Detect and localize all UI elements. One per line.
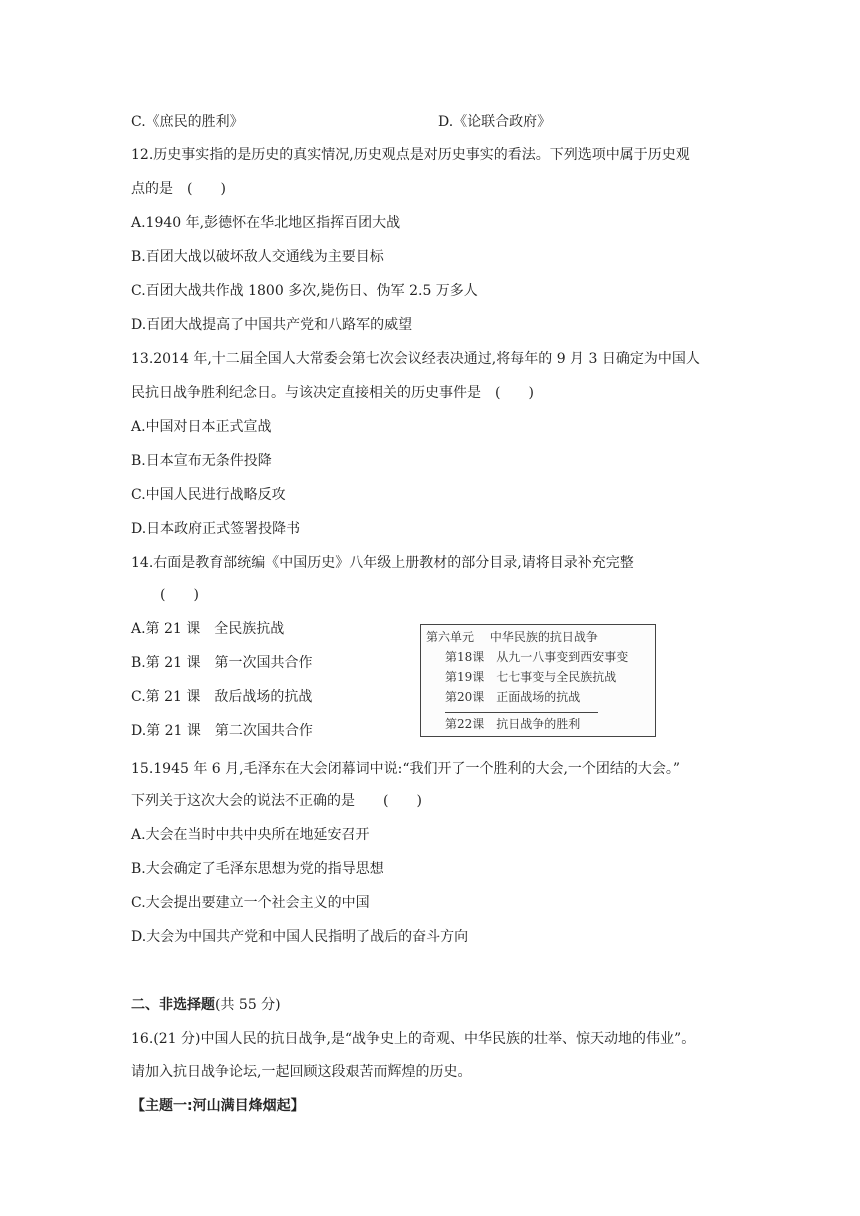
q12-stem-line2: 点的是 ( ): [131, 181, 226, 197]
toc-lesson-22: 第22课 抗日战争的胜利: [445, 717, 581, 731]
q15-option-c: C.大会提出要建立一个社会主义的中国: [131, 895, 370, 911]
q13-stem-line2: 民抗日战争胜利纪念日。与该决定直接相关的历史事件是 ( ): [131, 385, 534, 401]
q12-option-a: A.1940 年,彭德怀在华北地区指挥百团大战: [131, 215, 401, 231]
q14-option-a: A.第 21 课 全民族抗战: [131, 621, 285, 637]
section2-title: 二、非选择题: [131, 997, 215, 1013]
q14-stem-line2: ( ): [160, 587, 199, 603]
textbook-toc-box: [420, 624, 656, 737]
toc-lesson-18: 第18课 从九一八事变到西安事变: [445, 650, 629, 664]
q16-stem-line1: 16.(21 分)中国人民的抗日战争,是“战争史上的奇观、中华民族的壮举、惊天动地的伟业”。: [131, 1031, 696, 1047]
toc-lesson-20: 第20课 正面战场的抗战: [445, 690, 581, 704]
q15-stem-line1: 15.1945 年 6 月,毛泽东在大会闭幕词中说:“我们开了一个胜利的大会,一个团结的大会。”: [131, 761, 681, 777]
q14-option-c: C.第 21 课 敌后战场的抗战: [131, 689, 313, 705]
q13-option-a: A.中国对日本正式宣战: [131, 419, 272, 435]
q14-stem-line1: 14.右面是教育部统编《中国历史》八年级上册教材的部分目录,请将目录补充完整: [131, 555, 634, 571]
q13-option-d: D.日本政府正式签署投降书: [131, 521, 301, 537]
q13-stem-line1: 13.2014 年,十二届全国人大常委会第七次会议经表决通过,将每年的 9 月 3 日确定为中国人: [131, 351, 700, 367]
q13-option-b: B.日本宣布无条件投降: [131, 453, 272, 469]
q15-option-a: A.大会在当时中共中央所在地延安召开: [131, 827, 370, 843]
q15-option-b: B.大会确定了毛泽东思想为党的指导思想: [131, 861, 384, 877]
q15-option-d: D.大会为中国共产党和中国人民指明了战后的奋斗方向: [131, 929, 469, 945]
toc-lesson-19: 第19课 七七事变与全民族抗战: [445, 670, 617, 684]
q12-stem-line1: 12.历史事实指的是历史的真实情况,历史观点是对历史事实的看法。下列选项中属于历史观: [131, 147, 690, 163]
q11-option-c: C.《庶民的胜利》: [131, 114, 244, 130]
q16-theme1-heading: 【主题一:河山满目烽烟起】: [131, 1098, 305, 1114]
q15-stem-line2: 下列关于这次大会的说法不正确的是 ( ): [131, 793, 422, 809]
section2-score: (共 55 分): [215, 997, 281, 1013]
q12-option-d: D.百团大战提高了中国共产党和八路军的威望: [131, 317, 413, 333]
q16-stem-line2: 请加入抗日战争论坛,一起回顾这段艰苦而辉煌的历史。: [131, 1064, 472, 1080]
q14-option-d: D.第 21 课 第二次国共合作: [131, 723, 313, 739]
q11-option-d: D.《论联合政府》: [438, 114, 552, 130]
toc-unit-title: 第六单元 中华民族的抗日战争: [426, 630, 598, 644]
q13-option-c: C.中国人民进行战略反攻: [131, 487, 286, 503]
q14-option-b: B.第 21 课 第一次国共合作: [131, 655, 313, 671]
q12-option-c: C.百团大战共作战 1800 多次,毙伤日、伪军 2.5 万多人: [131, 283, 478, 299]
q12-option-b: B.百团大战以破坏敌人交通线为主要目标: [131, 249, 384, 265]
toc-blank-line: [445, 712, 598, 713]
section2-heading: [131, 996, 281, 1014]
